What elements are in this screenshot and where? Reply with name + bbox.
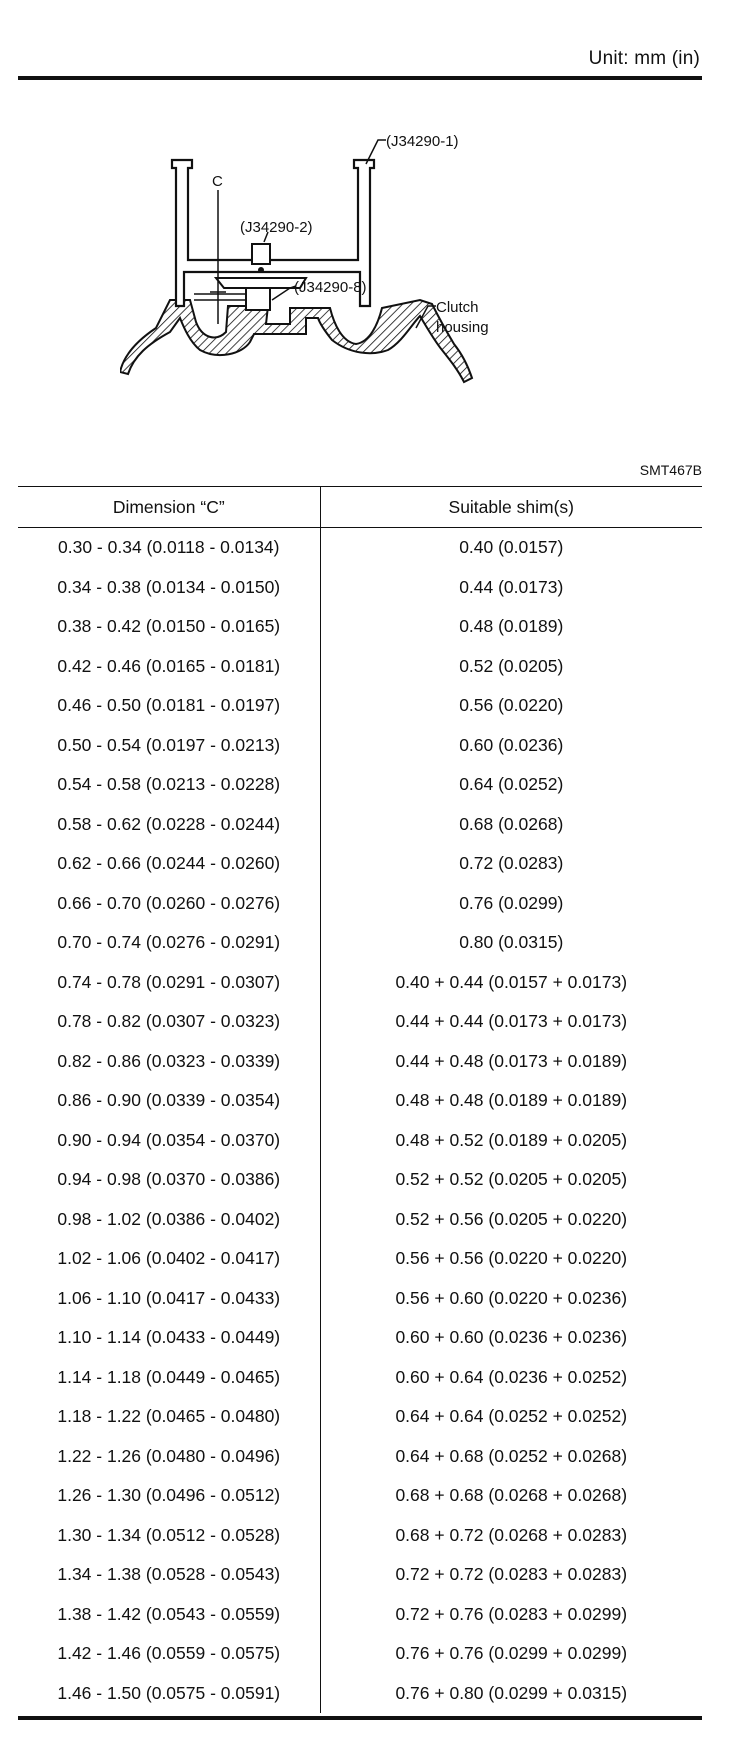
suitable-shim-cell: 0.40 + 0.44 (0.0157 + 0.0173) — [395, 971, 628, 992]
suitable-shim-cell: 0.44 + 0.48 (0.0173 + 0.0189) — [395, 1050, 628, 1071]
table-row — [18, 528, 702, 568]
table-row — [18, 1042, 702, 1082]
dimension-c-cell: 0.78 - 0.82 (0.0307 - 0.0323) — [18, 1002, 320, 1042]
table-row — [18, 1318, 702, 1358]
column-header-suitable-shims: Suitable shim(s) — [320, 487, 702, 528]
table-row — [18, 884, 702, 924]
suitable-shim-cell: 0.48 (0.0189) — [459, 616, 564, 637]
dimension-c-cell: 0.42 - 0.46 (0.0165 - 0.0181) — [18, 647, 320, 687]
dimension-c-cell: 1.18 - 1.22 (0.0465 - 0.0480) — [18, 1397, 320, 1437]
unit-label: Unit: mm (in) — [588, 48, 700, 69]
suitable-shim-cell: 0.44 + 0.44 (0.0173 + 0.0173) — [395, 1011, 628, 1032]
dimension-c-cell: 0.58 - 0.62 (0.0228 - 0.0244) — [18, 805, 320, 845]
suitable-shim-cell: 0.56 + 0.56 (0.0220 + 0.0220) — [395, 1248, 628, 1269]
dimension-c-cell: 0.74 - 0.78 (0.0291 - 0.0307) — [18, 963, 320, 1003]
gauge-body — [252, 244, 270, 264]
table-row — [18, 963, 702, 1003]
table-row — [18, 1634, 702, 1674]
dimension-c-cell: 1.02 - 1.06 (0.0402 - 0.0417) — [18, 1239, 320, 1279]
suitable-shim-cell: 0.64 + 0.64 (0.0252 + 0.0252) — [395, 1406, 628, 1427]
table-row — [18, 923, 702, 963]
table-row — [18, 1516, 702, 1556]
suitable-shim-cell: 0.56 + 0.60 (0.0220 + 0.0236) — [395, 1287, 628, 1308]
dimension-c-cell: 1.22 - 1.26 (0.0480 - 0.0496) — [18, 1437, 320, 1477]
dimension-c-cell: 1.14 - 1.18 (0.0449 - 0.0465) — [18, 1358, 320, 1398]
suitable-shim-cell: 0.80 (0.0315) — [459, 932, 564, 953]
table-row — [18, 1160, 702, 1200]
shim-selection-table — [18, 486, 702, 1713]
table-row — [18, 1279, 702, 1319]
dimension-c-cell: 1.10 - 1.14 (0.0433 - 0.0449) — [18, 1318, 320, 1358]
dimension-c-cell: 0.30 - 0.34 (0.0118 - 0.0134) — [18, 528, 320, 568]
diagram-svg — [120, 128, 600, 438]
suitable-shim-cell: 0.52 + 0.52 (0.0205 + 0.0205) — [395, 1169, 628, 1190]
dimension-c-cell: 0.38 - 0.42 (0.0150 - 0.0165) — [18, 607, 320, 647]
table-row — [18, 805, 702, 845]
suitable-shim-cell: 0.76 (0.0299) — [459, 892, 564, 913]
label-j34290-2: (J34290-2) — [240, 219, 313, 236]
clutch-housing-section — [120, 300, 472, 382]
dimension-c-cell: 0.66 - 0.70 (0.0260 - 0.0276) — [18, 884, 320, 924]
suitable-shim-cell: 0.76 + 0.76 (0.0299 + 0.0299) — [395, 1643, 628, 1664]
suitable-shim-cell: 0.64 (0.0252) — [459, 774, 564, 795]
suitable-shim-cell: 0.40 (0.0157) — [459, 537, 564, 558]
dimension-c-cell: 1.42 - 1.46 (0.0559 - 0.0575) — [18, 1634, 320, 1674]
dimension-c-cell: 0.34 - 0.38 (0.0134 - 0.0150) — [18, 568, 320, 608]
label-housing: housing — [436, 319, 489, 336]
table-row — [18, 1239, 702, 1279]
label-j34290-1: (J34290-1) — [386, 133, 459, 150]
suitable-shim-cell: 0.72 + 0.76 (0.0283 + 0.0299) — [395, 1603, 628, 1624]
shim-measurement-diagram — [120, 128, 600, 438]
suitable-shim-cell: 0.60 (0.0236) — [459, 734, 564, 755]
dimension-c-cell: 0.62 - 0.66 (0.0244 - 0.0260) — [18, 844, 320, 884]
suitable-shim-cell: 0.52 + 0.56 (0.0205 + 0.0220) — [395, 1208, 628, 1229]
table-row — [18, 686, 702, 726]
top-rule — [18, 76, 702, 80]
table-body — [18, 528, 702, 1714]
bottom-rule — [18, 1716, 702, 1720]
dimension-c-cell: 0.70 - 0.74 (0.0276 - 0.0291) — [18, 923, 320, 963]
sleeve — [246, 288, 270, 310]
dimension-c-cell: 0.98 - 1.02 (0.0386 - 0.0402) — [18, 1200, 320, 1240]
table-row — [18, 1081, 702, 1121]
dimension-c-cell: 0.50 - 0.54 (0.0197 - 0.0213) — [18, 726, 320, 766]
dimension-c-cell: 0.82 - 0.86 (0.0323 - 0.0339) — [18, 1042, 320, 1082]
table-row — [18, 1358, 702, 1398]
label-j34290-8: (J34290-8) — [294, 279, 367, 296]
suitable-shim-cell: 0.48 + 0.48 (0.0189 + 0.0189) — [395, 1090, 628, 1111]
dimension-c-cell: 1.06 - 1.10 (0.0417 - 0.0433) — [18, 1279, 320, 1319]
table-row — [18, 1595, 702, 1635]
table-row — [18, 726, 702, 766]
dimension-c-cell: 1.34 - 1.38 (0.0528 - 0.0543) — [18, 1555, 320, 1595]
table-row — [18, 1002, 702, 1042]
table-row — [18, 1437, 702, 1477]
dimension-c-cell: 1.30 - 1.34 (0.0512 - 0.0528) — [18, 1516, 320, 1556]
table-row — [18, 647, 702, 687]
suitable-shim-cell: 0.44 (0.0173) — [459, 576, 564, 597]
dimension-c-cell: 1.38 - 1.42 (0.0543 - 0.0559) — [18, 1595, 320, 1635]
suitable-shim-cell: 0.76 + 0.80 (0.0299 + 0.0315) — [395, 1682, 628, 1703]
label-dimension-c: C — [212, 173, 223, 190]
suitable-shim-cell: 0.68 + 0.72 (0.0268 + 0.0283) — [395, 1524, 628, 1545]
gauge-pin — [258, 267, 264, 273]
dimension-c-cell: 0.86 - 0.90 (0.0339 - 0.0354) — [18, 1081, 320, 1121]
table-row — [18, 1121, 702, 1161]
table-header-row — [18, 487, 702, 528]
dimension-c-cell: 0.94 - 0.98 (0.0370 - 0.0386) — [18, 1160, 320, 1200]
suitable-shim-cell: 0.60 + 0.64 (0.0236 + 0.0252) — [395, 1366, 628, 1387]
dimension-c-cell: 1.46 - 1.50 (0.0575 - 0.0591) — [18, 1674, 320, 1714]
suitable-shim-cell: 0.64 + 0.68 (0.0252 + 0.0268) — [395, 1445, 628, 1466]
dimension-c-cell: 0.54 - 0.58 (0.0213 - 0.0228) — [18, 765, 320, 805]
suitable-shim-cell: 0.68 + 0.68 (0.0268 + 0.0268) — [395, 1485, 628, 1506]
dimension-c-cell: 0.46 - 0.50 (0.0181 - 0.0197) — [18, 686, 320, 726]
table-row — [18, 1397, 702, 1437]
suitable-shim-cell: 0.52 (0.0205) — [459, 655, 564, 676]
dimension-c-cell: 0.90 - 0.94 (0.0354 - 0.0370) — [18, 1121, 320, 1161]
suitable-shim-cell: 0.60 + 0.60 (0.0236 + 0.0236) — [395, 1327, 628, 1348]
suitable-shim-cell: 0.48 + 0.52 (0.0189 + 0.0205) — [395, 1129, 628, 1150]
table-row — [18, 1200, 702, 1240]
table-row — [18, 765, 702, 805]
suitable-shim-cell: 0.56 (0.0220) — [459, 695, 564, 716]
table-row — [18, 844, 702, 884]
table-row — [18, 1674, 702, 1714]
label-clutch: Clutch — [436, 299, 479, 316]
column-header-dimension-c: Dimension “C” — [18, 487, 320, 528]
table-row — [18, 1555, 702, 1595]
dimension-c-cell: 1.26 - 1.30 (0.0496 - 0.0512) — [18, 1476, 320, 1516]
table-row — [18, 568, 702, 608]
table-row — [18, 1476, 702, 1516]
figure-id: SMT467B — [639, 462, 702, 478]
suitable-shim-cell: 0.68 (0.0268) — [459, 813, 564, 834]
table-row — [18, 607, 702, 647]
suitable-shim-cell: 0.72 (0.0283) — [459, 853, 564, 874]
suitable-shim-cell: 0.72 + 0.72 (0.0283 + 0.0283) — [395, 1564, 628, 1585]
